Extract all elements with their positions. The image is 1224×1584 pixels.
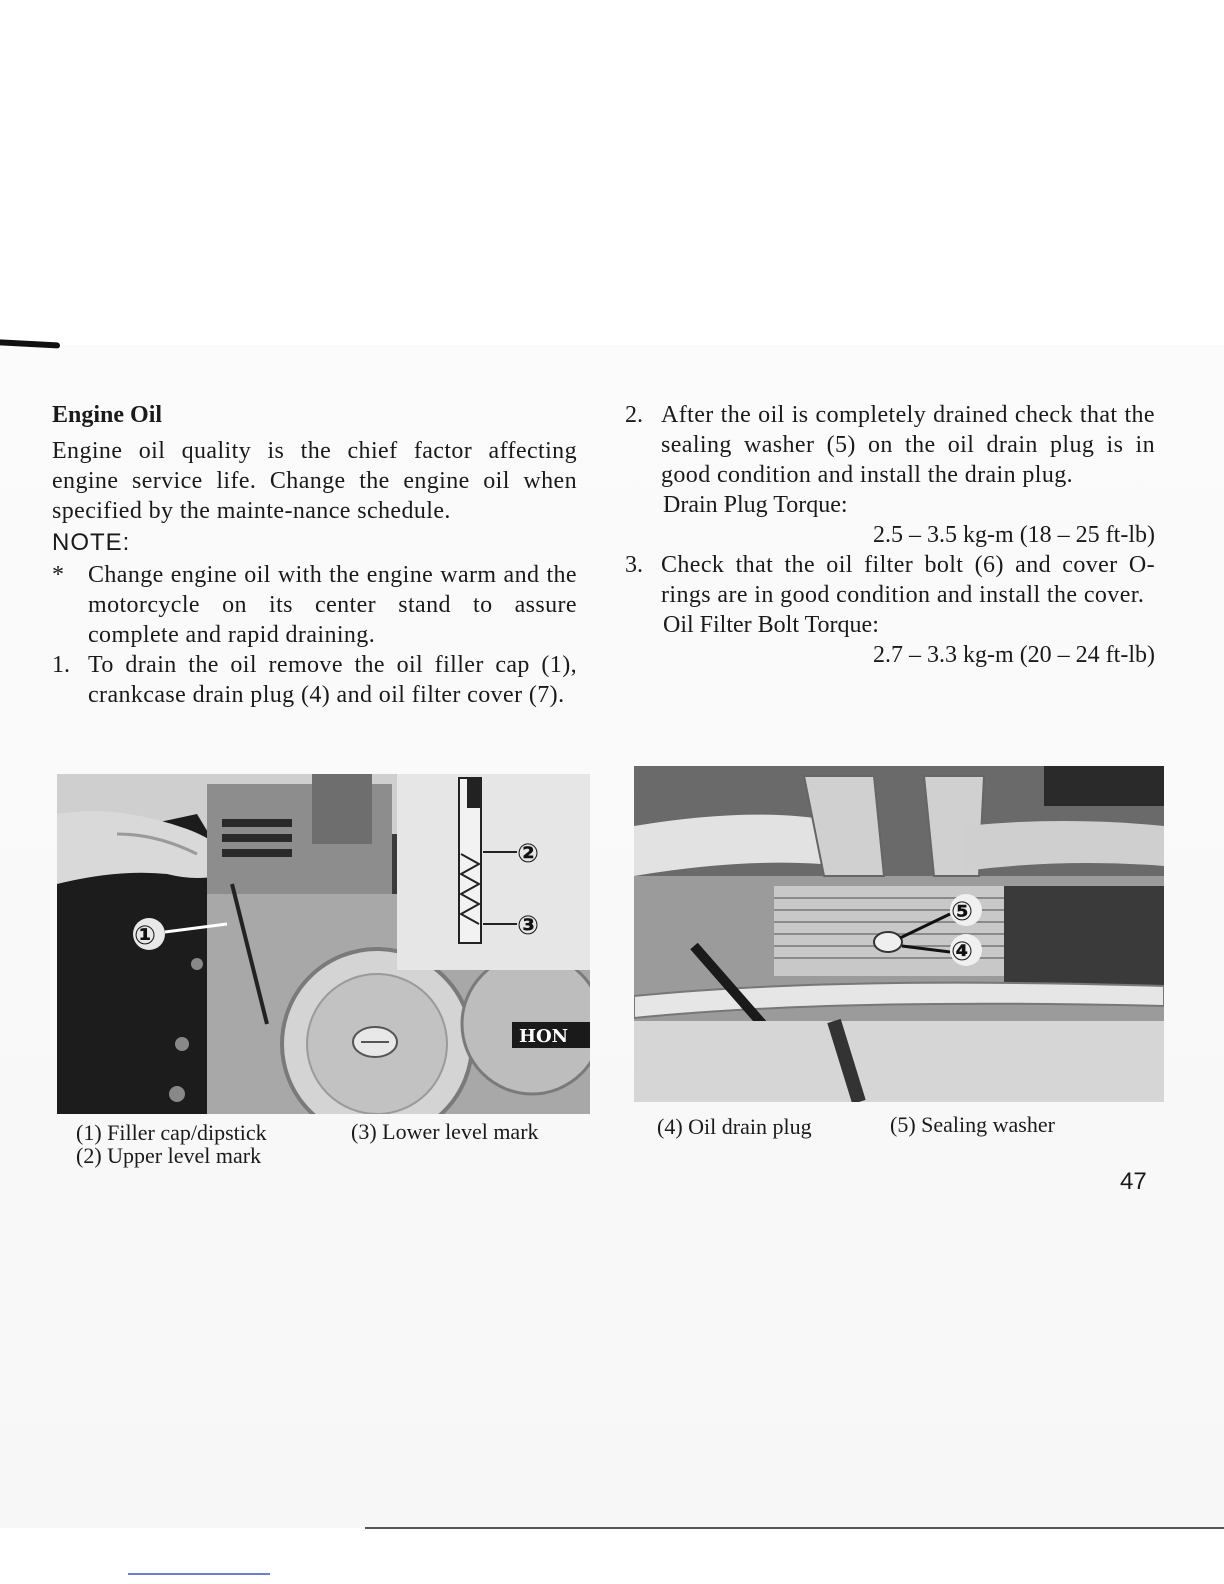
bottom-rule [365,1527,1224,1529]
note-label: NOTE: [52,529,131,556]
left-column [52,400,577,710]
caption-sealing-washer: (5) Sealing washer [890,1112,1055,1137]
step-1-number: 1. [52,652,70,678]
section-heading: Engine Oil [52,402,163,428]
callout-5: ⑤ [951,897,974,927]
callout-4: ④ [951,937,974,967]
callout-3: ③ [517,911,540,941]
caption-lower-level: (3) Lower level mark [351,1119,539,1144]
drain-plug-photo [634,766,1164,1102]
step-2 [625,400,1155,490]
drain-torque-label: Drain Plug Torque: [663,492,848,518]
note-item [52,560,577,650]
page-number: 47 [1120,1168,1147,1195]
caption-upper-level: (2) Upper level mark [76,1143,262,1168]
brand-badge-text: HON [519,1026,569,1047]
drain-torque-value: 2.5 – 3.5 kg-m (18 – 25 ft-lb) [873,522,1155,548]
filter-torque-value: 2.7 – 3.3 kg-m (20 – 24 ft-lb) [873,642,1155,668]
step-3-number: 3. [625,552,643,578]
caption-drain-plug: (4) Oil drain plug [657,1114,812,1139]
callout-2: ② [517,839,540,869]
step-3 [625,550,1155,610]
right-column [625,400,1155,670]
intro-paragraph: Engine oil quality is the chief factor affecting engine service life. Change the engine oil when specified by the mainte-nance schedule. [52,438,577,524]
callout-1: ① [134,921,157,951]
note-marker: * [52,562,64,588]
caption-filler-cap: (1) Filler cap/dipstick [76,1120,267,1145]
note-text: Change engine oil with the engine warm and the motorcycle on its center stand to assure complete and rapid draining. [88,562,577,648]
step-2-number: 2. [625,402,643,428]
filter-torque-label: Oil Filter Bolt Torque: [663,612,879,638]
step-3-text: Check that the oil filter bolt (6) and cover O-rings are in good condition and install the cover. [661,552,1155,608]
step-2-text: After the oil is completely drained check that the sealing washer (5) on the oil drain plug is in good condition and install the drain plug. [661,402,1155,488]
footer-rule [128,1573,270,1575]
engine-dipstick-photo [57,774,590,1114]
step-1-text: To drain the oil remove the oil filler cap (1), crankcase drain plug (4) and oil filter cover (7). [88,652,577,708]
step-1 [52,650,577,710]
